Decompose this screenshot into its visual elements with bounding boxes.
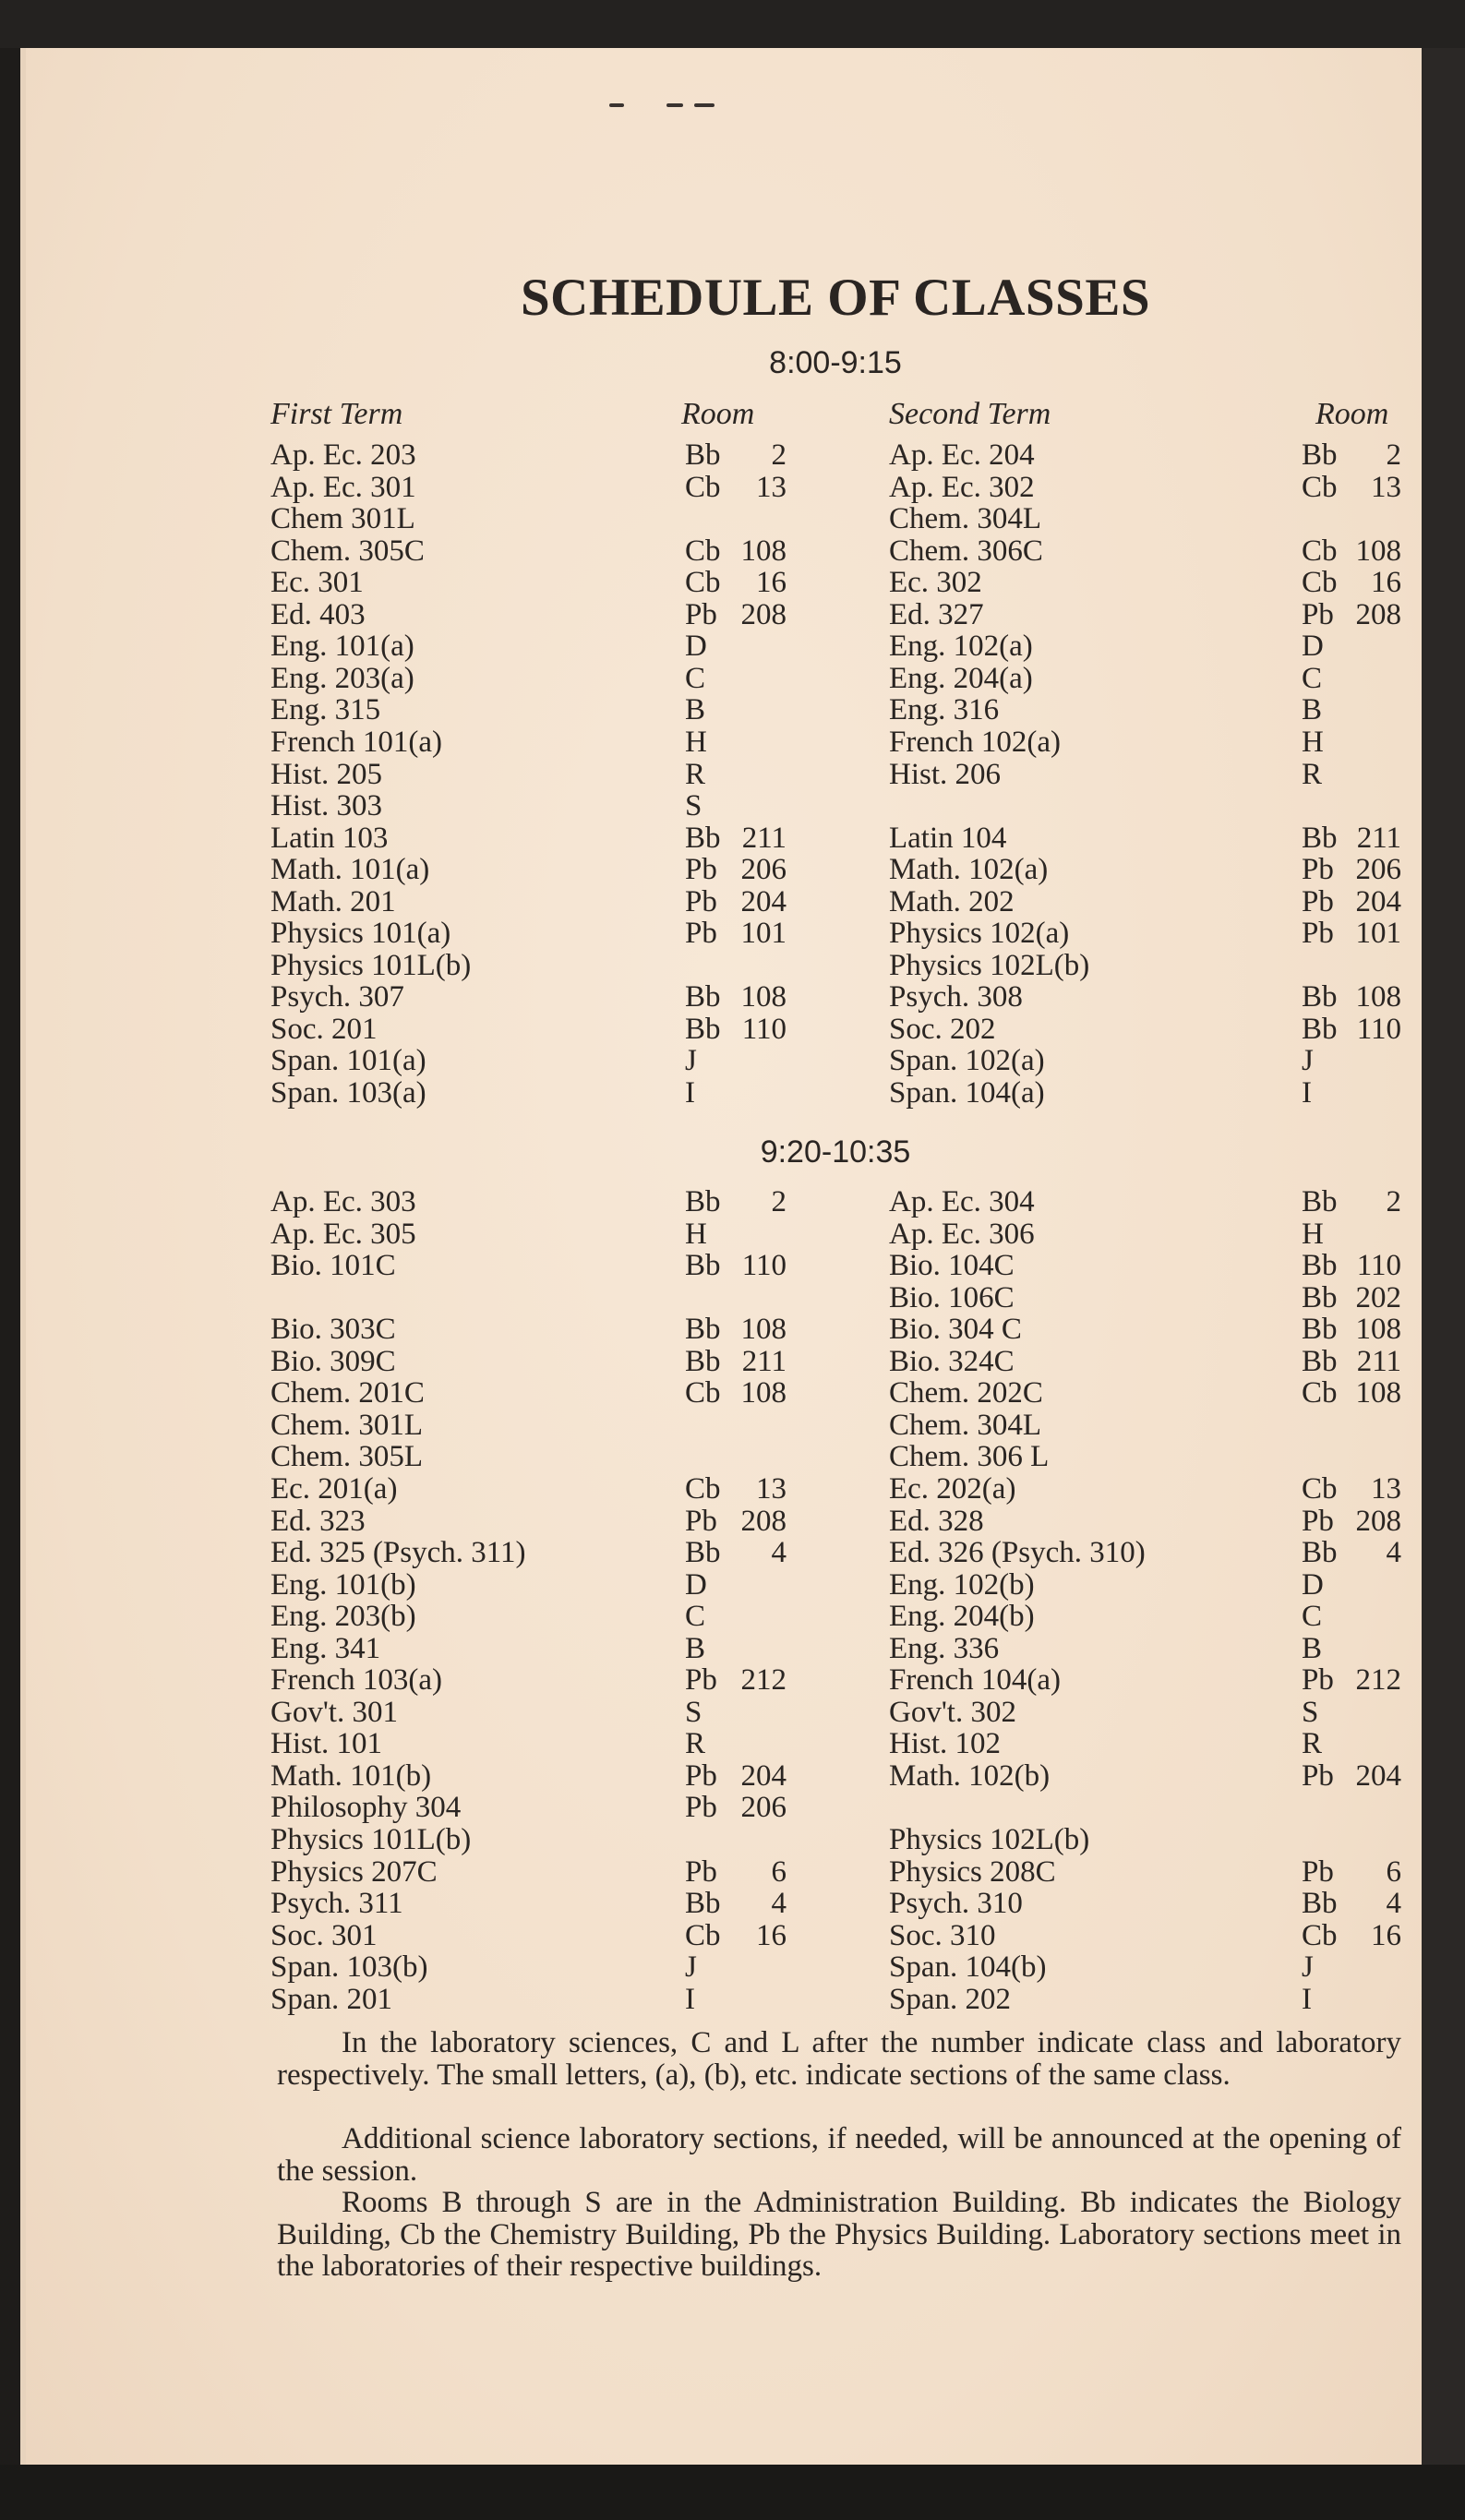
room-number: 204 [740,1758,787,1793]
room-number-second-term: 4 [1386,1887,1401,1921]
table-row [0,1077,1465,1109]
table-row [0,1282,1465,1314]
course-name: Eng. 203(a) [270,661,414,695]
course-name: Chem. 305L [270,1440,423,1474]
table-row [0,790,1465,822]
book-top-edge [0,0,1465,48]
room-building-second-term: Bb [1302,1887,1338,1921]
course-name-second-term: Math. 202 [889,884,1015,918]
room-building-second-term: Cb [1302,1471,1338,1506]
course-name: Chem. 305C [270,534,425,568]
course-name: Math. 201 [270,884,396,918]
room-building: Bb [685,821,721,855]
room-building-second-term: Pb [1302,884,1334,918]
course-name-second-term: Bio. 324C [889,1344,1015,1378]
room-building: Cb [685,1918,721,1952]
room-building-second-term: H [1302,1217,1324,1251]
room-building: Pb [685,1663,717,1698]
table-row [0,886,1465,918]
course-name: Ap. Ec. 203 [270,438,416,472]
course-name-second-term: Chem. 306 L [889,1440,1050,1474]
room-building-second-term: Pb [1302,1854,1334,1889]
course-name: Chem 301L [270,502,415,536]
table-row [0,1824,1465,1855]
room-number: 206 [740,1791,787,1825]
room-number: 2 [771,1185,787,1218]
table-row [0,854,1465,885]
room-building: S [685,1695,702,1729]
table-row [0,981,1465,1013]
room-building-second-term: Bb [1302,1012,1338,1046]
course-name: Soc. 201 [270,1012,378,1046]
course-name-second-term: Gov't. 302 [889,1695,1016,1729]
room-number-second-term: 110 [1356,1249,1401,1283]
second-term-header: Second Term [889,397,1051,431]
room-building: B [685,1631,706,1665]
note-paragraph: Rooms B through S are in the Administration Building. Bb indicates the Biology Building, Cb the Chemistry Building, Pb the Physics Building. Laboratory sections meet in the laboratories of their respective buildings. [277,2186,1401,2283]
course-name-second-term: Ec. 302 [889,566,982,600]
room-number-second-term: 211 [1356,1344,1401,1378]
room-building: Pb [685,597,717,631]
course-name: Latin 103 [270,821,389,855]
course-name-second-term: Span. 102(a) [889,1044,1045,1078]
course-name: Gov't. 301 [270,1695,398,1729]
table-row [0,1537,1465,1568]
room-building-second-term: Pb [1302,917,1334,951]
room-building: Cb [685,1471,721,1506]
course-name-second-term: Psych. 308 [889,980,1023,1014]
room-building-second-term: Bb [1302,1313,1338,1347]
room-number-second-term: 16 [1371,1918,1401,1952]
table-row [0,472,1465,503]
room-building: Pb [685,853,717,887]
room-building-second-term: J [1302,1950,1314,1985]
room-header-second: Room [1315,397,1389,431]
room-building: Bb [685,438,721,472]
course-name: Ed. 323 [270,1504,366,1538]
room-number-second-term: 16 [1371,566,1401,600]
room-number-second-term: 108 [1355,1313,1401,1347]
course-name-second-term: Eng. 102(b) [889,1567,1035,1602]
table-row [0,694,1465,726]
room-building: C [685,661,706,695]
room-number: 108 [740,980,787,1014]
room-number: 101 [740,917,787,951]
room-number-second-term: 202 [1355,1280,1401,1314]
room-number-second-term: 204 [1355,884,1401,918]
table-row [0,918,1465,949]
time-slot-heading: 8:00-9:15 [769,345,902,380]
table-row [0,1728,1465,1759]
room-building-second-term: Cb [1302,1376,1338,1410]
room-building-second-term: Pb [1302,1758,1334,1793]
note-paragraph: In the laboratory sciences, C and L after the number indicate class and laboratory respectively. The small letters, (a), (b), etc. indicate sections of the same class. [277,2026,1401,2092]
course-name: Eng. 315 [270,693,381,727]
course-name: Ec. 301 [270,566,364,600]
table-row [0,1792,1465,1823]
room-building: R [685,1727,706,1761]
course-name-second-term: Ed. 326 (Psych. 310) [889,1536,1146,1570]
room-number: 108 [740,1313,787,1347]
room-number: 110 [741,1249,787,1283]
table-row [0,1984,1465,2015]
course-name: Soc. 301 [270,1918,378,1952]
room-building: J [685,1950,697,1985]
room-number-second-term: 110 [1356,1012,1401,1046]
course-name: Bio. 101C [270,1249,396,1283]
room-building-second-term: Bb [1302,438,1338,472]
room-building: Bb [685,1536,721,1570]
room-building: B [685,693,706,727]
course-name-second-term: Psych. 310 [889,1887,1023,1921]
room-building: Bb [685,1249,721,1283]
table-row [0,1314,1465,1345]
course-name: Physics 207C [270,1854,438,1889]
room-number-second-term: 211 [1356,821,1401,855]
room-number-second-term: 2 [1386,1185,1401,1218]
room-building: Bb [685,1012,721,1046]
table-row [0,1697,1465,1728]
room-building: J [685,1044,697,1078]
room-building: Pb [685,1791,717,1825]
course-name-second-term: French 104(a) [889,1663,1062,1698]
course-name: Chem. 201C [270,1376,425,1410]
room-building-second-term: R [1302,1727,1323,1761]
course-name: Span. 101(a) [270,1044,426,1078]
room-building-second-term: Bb [1302,1280,1338,1314]
course-name-second-term: Physics 102(a) [889,917,1070,951]
course-name-second-term: Span. 104(a) [889,1076,1045,1110]
room-building: D [685,630,707,664]
room-number: 211 [741,821,787,855]
room-building-second-term: J [1302,1044,1314,1078]
room-building: Bb [685,1344,721,1378]
course-name: Eng. 341 [270,1631,381,1665]
course-name: Philosophy 304 [270,1791,462,1825]
room-number: 208 [740,1504,787,1538]
course-name: Span. 103(a) [270,1076,426,1110]
room-building-second-term: Bb [1302,821,1338,855]
course-name-second-term: Physics 102L(b) [889,948,1090,982]
room-number-second-term: 6 [1386,1854,1401,1889]
room-number-second-term: 208 [1355,1504,1401,1538]
course-name: Hist. 101 [270,1727,383,1761]
course-name: Physics 101(a) [270,917,451,951]
room-building: Pb [685,1854,717,1889]
course-name-second-term: Chem. 306C [889,534,1043,568]
book-bottom-edge [0,2465,1465,2520]
course-name-second-term: Eng. 204(b) [889,1600,1035,1634]
course-name: Psych. 311 [270,1887,403,1921]
room-building-second-term: B [1302,693,1323,727]
room-building: Pb [685,884,717,918]
table-row [0,1920,1465,1951]
room-number-second-term: 108 [1355,1376,1401,1410]
course-name: Ap. Ec. 305 [270,1217,416,1251]
table-row [0,1664,1465,1696]
room-building-second-term: Cb [1302,566,1338,600]
room-header: Room [681,397,755,431]
course-name-second-term: Hist. 206 [889,757,1002,791]
course-name-second-term: Ed. 328 [889,1504,984,1538]
course-name: Physics 101L(b) [270,948,472,982]
course-name-second-term: Span. 104(b) [889,1950,1047,1985]
course-name-second-term: Chem. 304L [889,1408,1041,1442]
room-number: 2 [771,438,787,472]
course-name-second-term: Eng. 316 [889,693,1000,727]
course-name: Ed. 403 [270,597,366,631]
course-name-second-term: Eng. 102(a) [889,630,1033,664]
table-row [0,1441,1465,1472]
page-title: SCHEDULE OF CLASSES [520,269,1151,327]
course-name: Bio. 309C [270,1344,396,1378]
room-building-second-term: Pb [1302,1504,1334,1538]
course-name-second-term: Ap. Ec. 304 [889,1185,1035,1218]
room-number-second-term: 101 [1355,917,1401,951]
course-name-second-term: Ap. Ec. 302 [889,470,1035,504]
room-building: Cb [685,470,721,504]
room-number: 6 [771,1854,787,1889]
table-row [0,567,1465,598]
room-number-second-term: 2 [1386,438,1401,472]
table-row [0,1410,1465,1441]
room-building-second-term: I [1302,1982,1312,2016]
course-name: Bio. 303C [270,1313,396,1347]
table-row [0,439,1465,471]
room-building: Cb [685,534,721,568]
course-name-second-term: Ap. Ec. 306 [889,1217,1035,1251]
course-name: Chem. 301L [270,1408,423,1442]
room-building-second-term: D [1302,1567,1324,1602]
first-term-header: First Term [270,397,403,431]
course-name-second-term: French 102(a) [889,725,1062,759]
table-row [0,1218,1465,1250]
room-building-second-term: Bb [1302,980,1338,1014]
room-building: I [685,1076,695,1110]
table-row [0,726,1465,758]
room-number: 110 [741,1012,787,1046]
table-row [0,535,1465,567]
course-name-second-term: Physics 208C [889,1854,1056,1889]
table-row [0,1856,1465,1888]
room-building: H [685,1217,707,1251]
course-name: Physics 101L(b) [270,1823,472,1856]
course-name-second-term: Math. 102(b) [889,1758,1051,1793]
course-name-second-term: Physics 102L(b) [889,1823,1090,1856]
room-building: Bb [685,1185,721,1218]
course-name: Ed. 325 (Psych. 311) [270,1536,526,1570]
table-row [0,599,1465,630]
room-building: Bb [685,1887,721,1921]
room-building: Cb [685,1376,721,1410]
table-row [0,1045,1465,1076]
course-name-second-term: Latin 104 [889,821,1007,855]
room-building-second-term: I [1302,1076,1312,1110]
room-building: S [685,789,702,823]
table-row [0,1569,1465,1601]
room-building: Bb [685,980,721,1014]
room-building: Cb [685,566,721,600]
room-building: H [685,725,707,759]
room-number-second-term: 13 [1371,470,1401,504]
course-name-second-term: Span. 202 [889,1982,1011,2016]
room-number-second-term: 108 [1355,980,1401,1014]
room-building-second-term: Bb [1302,1185,1338,1218]
table-row [0,1250,1465,1281]
note-paragraph: Additional science laboratory sections, if needed, will be announced at the opening of the session. [277,2122,1401,2188]
room-number-second-term: 108 [1355,534,1401,568]
print-mark [609,103,739,111]
room-number: 16 [756,566,787,600]
room-number-second-term: 206 [1355,853,1401,887]
course-name-second-term: Soc. 310 [889,1918,996,1952]
room-building: R [685,757,706,791]
room-building-second-term: Pb [1302,853,1334,887]
room-number: 108 [740,534,787,568]
course-name: Math. 101(a) [270,853,430,887]
course-name-second-term: Eng. 204(a) [889,661,1033,695]
course-name-second-term: Soc. 202 [889,1012,996,1046]
room-building: C [685,1600,706,1634]
table-row [0,630,1465,662]
room-number: 206 [740,853,787,887]
room-building: Pb [685,1758,717,1793]
room-building-second-term: B [1302,1631,1323,1665]
course-name-second-term: Chem. 202C [889,1376,1043,1410]
course-name: Hist. 205 [270,757,383,791]
room-number: 13 [756,1471,787,1506]
table-row [0,1888,1465,1919]
course-name-second-term: Eng. 336 [889,1631,1000,1665]
course-name-second-term: Ap. Ec. 204 [889,438,1035,472]
course-name-second-term: Ec. 202(a) [889,1471,1016,1506]
room-building: Pb [685,1504,717,1538]
course-name: Math. 101(b) [270,1758,432,1793]
room-building: D [685,1567,707,1602]
course-name: Eng. 203(b) [270,1600,416,1634]
room-building-second-term: Cb [1302,470,1338,504]
course-name-second-term: Chem. 304L [889,502,1041,536]
table-row [0,1601,1465,1632]
course-name: Hist. 303 [270,789,383,823]
course-name: Ap. Ec. 301 [270,470,416,504]
table-row [0,1346,1465,1377]
room-building-second-term: Cb [1302,1918,1338,1952]
table-row [0,822,1465,854]
room-building-second-term: Pb [1302,597,1334,631]
room-building-second-term: D [1302,630,1324,664]
course-name: Eng. 101(b) [270,1567,416,1602]
course-name: Span. 103(b) [270,1950,428,1985]
room-building-second-term: Pb [1302,1663,1334,1698]
room-number-second-term: 208 [1355,597,1401,631]
course-name: Psych. 307 [270,980,404,1014]
room-number-second-term: 4 [1386,1536,1401,1570]
room-building-second-term: Bb [1302,1249,1338,1283]
table-row [0,950,1465,981]
room-building-second-term: Cb [1302,534,1338,568]
room-number: 4 [771,1536,787,1570]
course-name: Span. 201 [270,1982,392,2016]
table-row [0,1473,1465,1505]
room-building-second-term: C [1302,1600,1323,1634]
course-name: French 103(a) [270,1663,443,1698]
room-building-second-term: Bb [1302,1344,1338,1378]
room-building: Pb [685,917,717,951]
course-name: Ec. 201(a) [270,1471,398,1506]
room-number: 211 [741,1344,787,1378]
room-number-second-term: 204 [1355,1758,1401,1793]
room-building-second-term: C [1302,661,1323,695]
room-building: I [685,1982,695,2016]
course-name-second-term: Hist. 102 [889,1727,1002,1761]
room-building-second-term: R [1302,757,1323,791]
table-row [0,1951,1465,1983]
room-number: 16 [756,1918,787,1952]
room-building-second-term: S [1302,1695,1319,1729]
table-row [0,759,1465,790]
room-number: 212 [740,1663,787,1698]
table-row [0,1633,1465,1664]
table-row [0,1186,1465,1218]
table-row [0,503,1465,534]
course-name: Ap. Ec. 303 [270,1185,416,1218]
table-row [0,1014,1465,1045]
room-building-second-term: Bb [1302,1536,1338,1570]
table-row [0,1506,1465,1537]
course-name-second-term: Bio. 106C [889,1280,1015,1314]
course-name-second-term: Ed. 327 [889,597,984,631]
course-name-second-term: Bio. 104C [889,1249,1015,1283]
room-building-second-term: H [1302,725,1324,759]
room-number: 4 [771,1887,787,1921]
course-name: Eng. 101(a) [270,630,414,664]
room-number: 13 [756,470,787,504]
room-number: 208 [740,597,787,631]
time-slot-heading: 9:20-10:35 [760,1134,911,1170]
course-name-second-term: Bio. 304 C [889,1313,1022,1347]
room-number-second-term: 212 [1355,1663,1401,1698]
table-row [0,1377,1465,1409]
room-number-second-term: 13 [1371,1471,1401,1506]
room-building: Bb [685,1313,721,1347]
course-name-second-term: Math. 102(a) [889,853,1049,887]
room-number: 204 [740,884,787,918]
course-name: French 101(a) [270,725,443,759]
table-row [0,663,1465,694]
table-row [0,1760,1465,1792]
room-number: 108 [740,1376,787,1410]
